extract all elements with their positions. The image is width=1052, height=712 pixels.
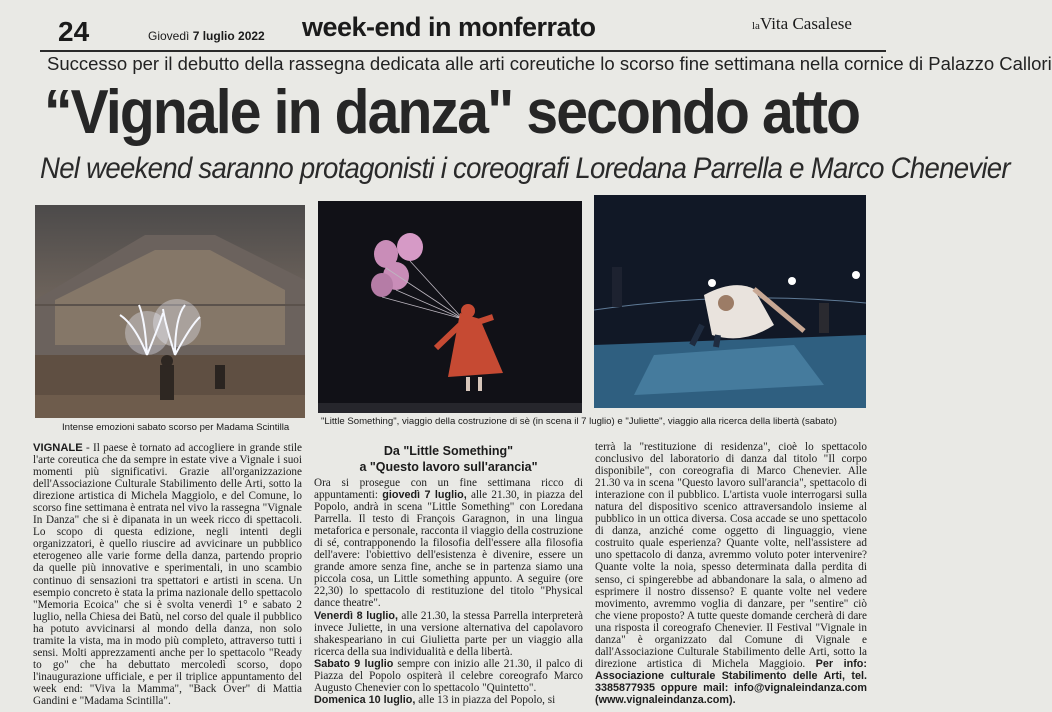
p1-intro: Ora si prosegue con un fine settimana ricco di appuntamenti: [314, 477, 583, 502]
column-2-paragraph-3 [314, 658, 583, 694]
column-2-paragraph-1 [314, 477, 583, 610]
p2-text: alle 21.30, la stessa Parrella interpreterà invece Juliette, in una versione alternativa del capolavoro shakespeariano in cui Giulietta parte per un viaggio alla ricerca della sua individualità e della libertà. [314, 609, 583, 658]
photo-madama-scintilla-image [35, 205, 305, 418]
p2-date: Venerdì 8 luglio, [314, 609, 398, 622]
issue-date [148, 29, 265, 43]
subhead-line-2: a "Questo lavoro sull'arancia" [359, 460, 538, 474]
article-column-1 [33, 442, 302, 707]
photo-juliette-image [594, 195, 866, 408]
subhead-line-1: Da "Little Something" [383, 444, 514, 458]
issue-weekday: Giovedì [148, 29, 190, 43]
p1-date: giovedì 7 luglio, [382, 489, 467, 502]
p3-text: sempre con inizio alle 21.30, il palco di Piazza del Popolo ospiterà il celebre coreografo Marco Augusto Chenevier con lo spettacolo "Quintetto". [314, 657, 583, 694]
photo-madama-scintilla [35, 205, 305, 418]
article-column-3 [595, 441, 867, 706]
column-3-text: terrà la "restituzione di residenza", cioè lo spettacolo conclusivo del laboratorio di danza dal titolo "Il corpo disponibile", con coreografia di Marco Chenevier. Alle 21.30 va in scena "Questo lavoro sull'arancia", spettacolo di interazione con il pubblico. L'artista vuole interrogarsi sulla natura del dispositivo scenico attraversandolo insieme al pubblico in un ottica diversa. Cosa accade se uno spettacolo di danza, anziché come oggetto di linguaggio, viene costruito quale esperienza? Quante volte, nell'assistere ad uno spettacolo di danza, avremmo voluto poter intervenire? Quante volte la noia, spesso determinata dalla perdita di senso, ci spingerebbe ad abbandonare la sala, o almeno ad esprimere il nostro dissenso? E quante volte nel vedere movimento, avremmo voglia di danzare, per "sentire" ciò che viene proposto? A tutte queste domande cercherà di dare una risposta il coreografo Chenevier. Il Festival "Vignale in danza" è organizzato dal Comune di Vignale e dall'Associazione Culturale Stabilimento delle Arti, sotto la direzione artistica di Michela Maggioio. [595, 441, 867, 670]
column-2-paragraph-2 [314, 610, 583, 658]
dateline: VIGNALE [33, 442, 83, 454]
p3-date: Sabato 9 luglio [314, 657, 394, 670]
photo-caption-2: "Little Something", viaggio della costruzione di sè (in scena il 7 luglio) e "Juliette", viaggio alla ricerca della libertà (sabato) [321, 416, 837, 427]
column-1-paragraph [33, 442, 302, 707]
issue-date-bold: 7 luglio 2022 [192, 29, 265, 43]
column-2-subhead [314, 443, 583, 475]
column-2-paragraph-4 [314, 694, 583, 706]
photo-juliette [594, 195, 866, 408]
section-title: week-end in monferrato [302, 12, 596, 42]
column-3-paragraph [595, 441, 867, 706]
header-rule [40, 50, 886, 52]
article-title: “Vignale in danza" secondo atto [44, 78, 860, 147]
contact-info: Per info: Associazione culturale Stabilimento delle Arti, tel. 3385877935 oppure mail: info@vignaleindanza.com (www.vignaleindanza.com). [595, 657, 868, 706]
newspaper-logo [752, 14, 852, 34]
article-column-2 [314, 477, 583, 706]
p4-text: alle 13 in piazza del Popolo, si [415, 693, 556, 706]
column-1-text: - Il paese è tornato ad accogliere in grande stile l'arte coreutica che da sempre in estate vive a Vignale i suoi momenti più significativi. Grazie all'organizzazione dell'Associazione Culturale Stabilimento delle Arti, sotto la direzione artistica di Michela Maggiolo, e del Comune, lo scorso fine settimana è entrata nel vivo la rassegna "Vignale In Danza" che si è dipanata in un week ricco di spettacoli. Lo scopo di questa edizione, negli intenti degli organizzatori, è quello riuscire ad avvicinare un pubblico eterogeneo alle varie forme della danza, partendo proprio da quelle più innovative e sperimentali, in uno scambio continuo di sensazioni tra spettatori e artisti in scena. Un esempio concreto è stata la prima nazionale dello spettacolo "Memoria Ecoica" che si è svolta venerdì 1° e sabato 2 luglio, nella Chiesa dei Batù, nel corso del quale il pubblico ha potuto avvicinarsi al mondo della danza, non solo tramite la vista, ma in modo più completo, attraverso tutti i sensi. Molti apprezzamenti anche per lo spettacolo "Ready to go" che ha debuttato mercoledì scorso, dopo l'inaugurazione ufficiale, e per il triplice appuntamento del week end: "Viva la Mamma", "Back Over" di Mattia Gandini e "Madama Scintilla". [33, 442, 302, 707]
article-kicker: Successo per il debutto della rassegna dedicata alle arti coreutiche lo scorso fine settimana nella cornice di Palazzo Callori [47, 53, 1052, 74]
logo-name: Vita Casalese [759, 14, 852, 33]
p4-date: Domenica 10 luglio, [314, 693, 416, 706]
article-subtitle: Nel weekend saranno protagonisti i coreografi Loredana Parrella e Marco Chenevier [40, 152, 1010, 185]
photo-little-something [318, 201, 582, 413]
photo-little-something-image [318, 201, 582, 413]
photo-caption-1: Intense emozioni sabato scorso per Madama Scintilla [62, 422, 290, 433]
logo-prefix: la [752, 20, 760, 32]
p1-text: alle 21.30, in piazza del Popolo, andrà in scena "Little Something" con Loredana Parrella. Il testo di François Garagnon, in una lingua metaforica e personale, racconta il viaggio della costruzione di sé, contrapponendo la filosofia dell'essere alla filosofia dell'avere: l'obiettivo dell'esistenza è divenire, essere un grande amore senza fine, anche se in partenza siamo una piccola cosa, un Little something appunto. A seguire (ore 22,30) lo spettacolo di restituzione del titolo "Physical dance theatre". [314, 489, 583, 610]
page-number: 24 [58, 16, 90, 47]
